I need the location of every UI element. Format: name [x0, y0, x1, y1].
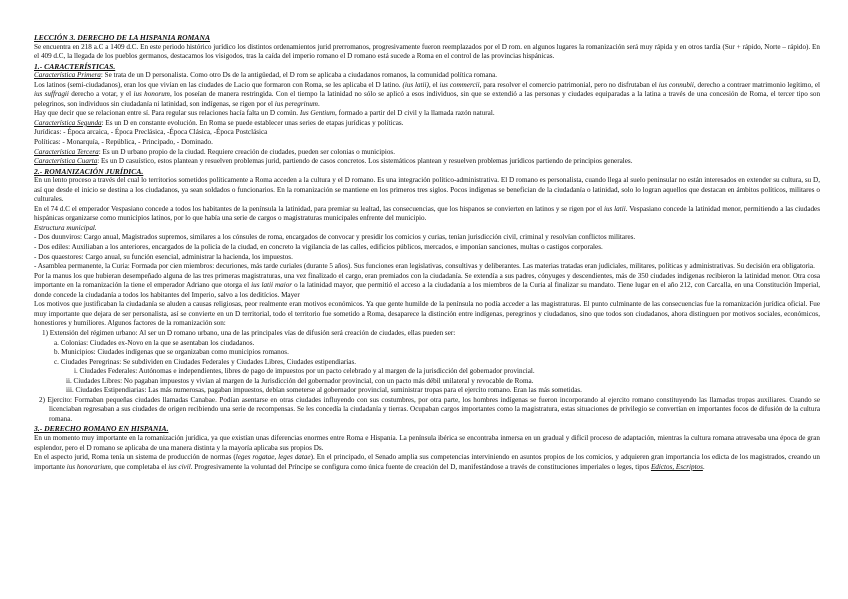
characteristic-label: Característica Segunda: [34, 118, 102, 127]
characteristic-first: Característica Primera: Se trata de un D personalista. Como otro Ds de la antigüedad, el D rom se aplicaba a ciudadanos romanos, la comunidad política romana.: [34, 71, 498, 80]
ius-gentium-paragraph: Hay que decir que se relacionan entre sí. Para regular sus relaciones hacía falta un D común. Ius Gentium, formado a partir del D civil y la llamada razón natural.: [34, 109, 495, 118]
characteristic-fourth: Característica Cuarta: Es un D casuístico, estos plantean y resuelven problemas jurid, partiendo de casos concretos. Los sistemáticos plantean y resuelven problemas jurídicos partiendo de principios generales.: [34, 157, 633, 166]
motivos-paragraph: Los motivos que justificaban la ciudadanía se aluden a causas religiosas, peor realmente eran motivos económicos. Ya que gente humilde de la península no podía acceder a las magistraturas. El punto culminante de las consecuencias fue la romanización jurídica oficial. Fue muy importante que dejara de ser personalista, así se convierte en un D territorial, todo el territorio fue sometido a Roma, desaparece la distinción entre indígenas, peregrinos y ciudadanos, sino que todos son ciudadanos, ahora distinguen por motivos sociales, económicos, honestiores y humiliores. Algunos factores de la romanización son:: [34, 300, 820, 328]
factor-1c-iii: iii. Ciudades Estipendiarias: Las más numerosas, pagaban impuestos, debían someterse al gobernador provincial, suministrar tropas para el ejercito romano. Eran las más sometidas.: [66, 386, 582, 395]
political-stages: Políticas: - Monarquía, - República, - Principado, - Dominado.: [34, 138, 213, 147]
list-item-curia: - Asamblea permanente, la Curia: Formada por cien miembros: decuriones, más tarde curiales (durante 5 años). Sus funciones eran legislativas, consultivas y deliberantes. Las materias tratadas eran judiciales, militares, políticas y administrativas. Su decisión era obligatoria.: [34, 262, 815, 271]
factor-1c: c. Ciudades Peregrinas: Se subdividen en Ciudades Federales y Ciudades Libres, Ciudades estipendiarías.: [54, 357, 357, 366]
magistraturas-paragraph: Por la manus los que hubieran desempeñado alguna de las tres primeras magistraturas, una vez finalizado el cargo, eran premiados con la ciudadanía. Se extendía a sus padres, cónyuges y descendientes, más de 350 ciudades indígenas recibieron la latinidad menor. Otra cosa importante en la romanización la tiene el emperador Adriano que otorga el ius latii maior o la latinidad mayor, que permitió el acceso a la ciudadanía a los miembros de la Curia al finalizar su mandato. Tiene lugar en el año 212, con Carcalla, en una Constitución Imperial, donde concede la ciudadanía a todos los habitantes del Imperio, salvo a los deditícios. Mayer: [34, 271, 821, 299]
list-item-ediles: - Dos ediles: Auxiliaban a los anteriores, encargados de la policía de la ciudad, en concreto la vigilancia de las calles, edificios públicos, mercados, e imponían sanciones, multas o castigos corporales.: [34, 243, 603, 252]
lesson-title: LECCIÓN 3. DERECHO DE LA HISPANIA ROMANA: [34, 33, 211, 42]
factor-1: 1) Extensión del régimen urbano: Al ser un D romano urbano, una de las principales vías de difusión será creación de ciudades, ellas pueden ser:: [42, 328, 456, 337]
romanization-paragraph: En un lento proceso a través del cual lo territorios sometidos políticamente a Roma acceden a la cultura y el D romano. Es una integración político-administrativa. El D romano es personalista, cuando llega al suelo peninsular no están interesados en extender su cultura, su D, así que desde el inicio se destina a los ciudadanos, ya sean soldados o funcionarios. En la romanización se mantiene en los primeros tres siglos. Pocos indígenas se benefician de la ciudadanía o latinidad, solo lo logran aquellos que destacan en ámbitos políticos, militares o culturales.: [34, 176, 820, 204]
latinos-paragraph: Los latinos (semi-ciudadanos), eran los que vivían en las ciudades de Lacio que formaron con Roma, se les aplicaba el D latino. (ius latii), el ius commercii, para resolver el comercio patrimonial, pero no disfrutaban el ius connubii, derecho a contraer matrimonio legítimo, el ius suffragii derecho a votar, y el ius honorum, los poseían de manera restringida. Con el tiempo la latinidad no sólo se aplicó a esos individuos, sin que se extendió a las personas y ciudades equiparadas a la latina a través de una concesión de Roma, el tercer tipo son pelegrinos, son individuos sin ciudadanía ni latinidad, son indígenas, se rigen por el ius peregrinum.: [34, 80, 821, 108]
vespasiano-paragraph: En el 74 d.C el emperador Vespasiano concede a todos los habitantes de la península la latinidad, para premiar su lealtad, las consecuencias, que los hispanos se convierten en latinos y se rigen por el ius latii. Vespasiano concede la latinidad menor, permitiendo a las ciudades hispánicas organizarse como municipios latinos, por lo que había una serie de cargos o magistraturas municipales enfrente del municipio.: [34, 204, 821, 223]
characteristic-label: Característica Tercera: [34, 147, 99, 156]
factor-1b: b. Municipios: Ciudades indígenas que se organizaban como municipios romanos.: [54, 348, 289, 357]
factor-1c-ii: ii. Ciudades Libres: No pagaban impuestos y vivían al margen de la Jurisdicción del gobernador provincial, con un pacto más débil unilateral y revocable de Roma.: [66, 376, 534, 385]
section-heading-caracteristicas: 1.- CARACTERÍSTICAS.: [34, 61, 116, 71]
section-heading-romanizacion: 2.- ROMANIZACIÓN JURÍDICA.: [34, 166, 144, 176]
intro-paragraph: Se encuentra en 218 a.C a 1409 d.C. En este periodo histórico jurídico los distintos ordenamientos jurid prerromanos, progresivamente fueron reemplazados por el D rom. en algunos lugares la romanización será muy rápida y en otros tardía (Sur + rápido, Norte – rápido). En el 409 d.C, la llegada de los pueblos germanos, destacamos los visigodos, tras la caída del imperio romano el D romano está sucede a Roma en el control de las provincias hispánicas.: [34, 42, 820, 61]
hispania-paragraph: En un momento muy importante en la romanización jurídica, ya que existían unas diferencias enormes entre Roma e Hispania. La península ibérica se encontraba inmersa en un gradual y difícil proceso de adaptación, mientras la cultura romana atravesaba una época de gran esplendor, pero el D romano se aplicaba de una manera distinta y la mayoría aplicaba sus propios Ds.: [34, 433, 820, 452]
section-heading-derecho-romano: 3.- DERECHO ROMANO EN HISPANIA.: [34, 424, 169, 434]
juridical-stages: Jurídicas: - Época arcaica, - Época Preclásica, -Época Clásica, -Época Postclásica: [34, 128, 268, 137]
municipal-structure-heading: Estructura municipal.: [34, 223, 97, 232]
juridical-aspect-paragraph: En el aspecto jurid, Roma tenía un sistema de producción de normas (leges rogatae, leges datae). En el principado, el Senado amplia sus competencias interviniendo en asuntos propios de los comicios, y adquieren gran importancia los edicta de los magistrados, creando un importante ius honorarium, que completaba el ius civil. Progresivamente la voluntad del Príncipe se configura como única fuente de creación del D, manifestándose a través de constituciones imperiales o leges, tipos Edictos, Escriptos.: [34, 453, 821, 471]
factor-1a: a. Colonias: Ciudades ex-Novo en la que se asentaban los ciudadanos.: [54, 338, 255, 347]
list-item-quaestores: - Dos quaestores: Cargo anual, su función esencial, administrar la hacienda, los impuestos.: [34, 252, 293, 261]
characteristic-label: Característica Cuarta: [34, 157, 98, 166]
factor-2: 2) Ejercito: Formaban pequeñas ciudades llamadas Canabae. Podían asentarse en otras ciudades influyendo con sus costumbres, por otra parte, los hombres indígenas se fueron incorporando al ejercito romano constituyendo las llamadas tropas auxiliares. Cuando se licenciaban regresaban a sus ciudades de origen recibiendo una serie de recompensas. Se les concedía la ciudadanía y tierras. Ocupaban cargos importantes como la magistratura, estas situaciones de privilegio se convertían en importantes focos de difusión de la cultura romana.: [39, 395, 820, 423]
characteristic-third: Característica Tercera: Es un D urbano propio de la ciudad. Requiere creación de ciudades, pueden ser colonias o municipios.: [34, 147, 395, 156]
characteristic-label: Característica Primera: [34, 71, 101, 80]
characteristic-second: Característica Segunda: Es un D en constante evolución. En Roma se puede establecer unas series de etapas jurídicas y políticas.: [34, 118, 404, 127]
list-item-duunviros: - Dos duunviros: Cargo anual, Magistrados supremos, similares a los cónsules de roma, encargados de convocar y presidir los comicios y curias, tenían jurisdicción civil, criminal y resolvían conflictos militares.: [34, 233, 636, 242]
document-page: [34, 33, 820, 472]
factor-1c-i: i. Ciudades Federales: Autónomas e independientes, libres de pago de impuestos por un pacto celebrado y al margen de la jurisdicción del gobernador provincial.: [74, 367, 535, 376]
